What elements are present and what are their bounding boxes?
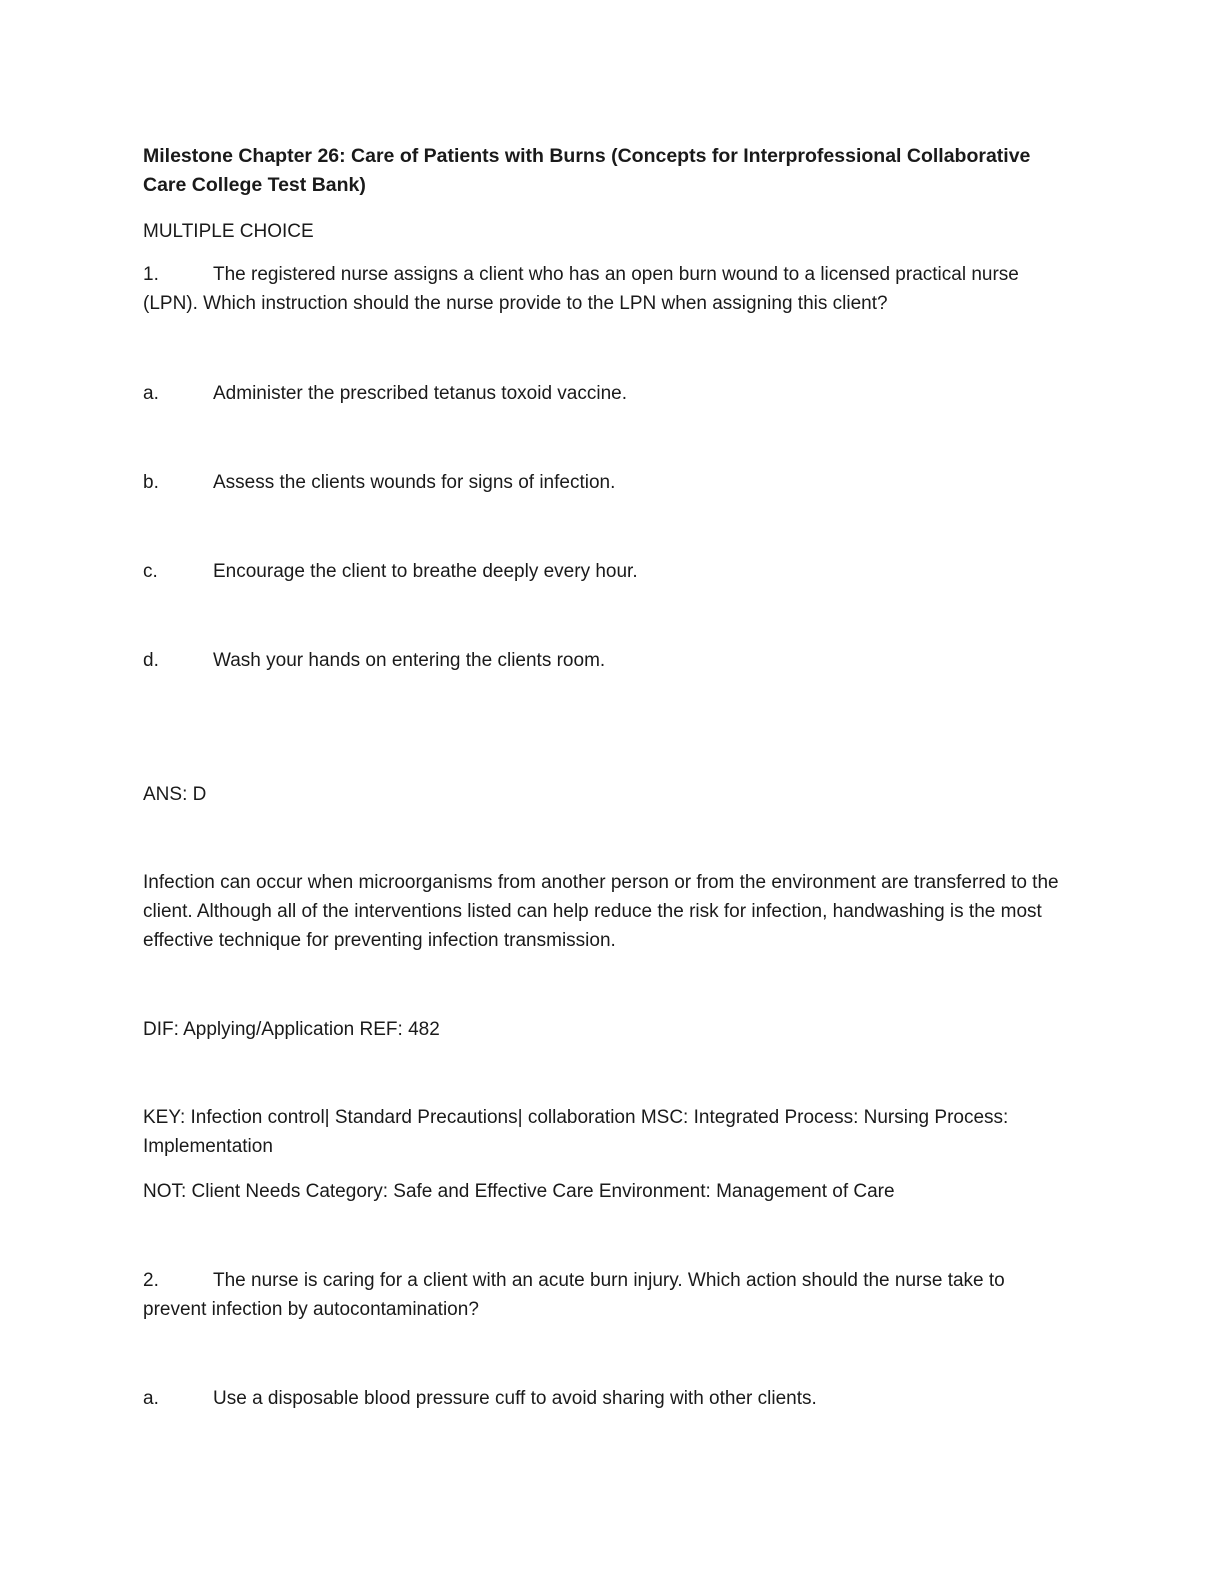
question-1-answer: ANS: D (143, 784, 207, 805)
question-1-option-b (143, 468, 1073, 497)
question-2-text: The nurse is caring for a client with an acute burn injury. Which action should the nurse take to prevent infection by autocontamination? (143, 1270, 1005, 1320)
question-1-key: KEY: Infection control| Standard Precautions| collaboration MSC: Integrated Process: Nursing Process: Implementation (143, 1107, 1009, 1157)
option-text: Administer the prescribed tetanus toxoid vaccine. (213, 383, 627, 404)
question-1-option-c (143, 557, 1073, 586)
section-heading: MULTIPLE CHOICE (143, 221, 314, 242)
option-text: Encourage the client to breathe deeply every hour. (213, 561, 638, 582)
option-letter: a. (143, 383, 159, 404)
question-1-option-a (143, 379, 1073, 408)
option-letter: d. (143, 650, 159, 671)
question-1-text: The registered nurse assigns a client who has an open burn wound to a licensed practical nurse (LPN). Which instruction should the nurse provide to the LPN when assigning this client? (143, 264, 1019, 314)
document-title: Milestone Chapter 26: Care of Patients with Burns (Concepts for Interprofessional Collaborative Care College Test Bank) (143, 145, 1031, 196)
option-letter: c. (143, 561, 158, 582)
question-2-number: 2. (143, 1270, 159, 1291)
option-letter: b. (143, 472, 159, 493)
option-text: Assess the clients wounds for signs of infection. (213, 472, 616, 493)
question-2-option-a (143, 1384, 1073, 1413)
option-letter: a. (143, 1388, 159, 1409)
question-1-number: 1. (143, 264, 159, 285)
question-1-not: NOT: Client Needs Category: Safe and Effective Care Environment: Management of Care (143, 1181, 895, 1202)
question-1-dif: DIF: Applying/Application REF: 482 (143, 1019, 440, 1040)
question-1-stem (143, 260, 1073, 318)
question-1-option-d (143, 646, 1073, 675)
option-text: Wash your hands on entering the clients room. (213, 650, 606, 671)
question-1-rationale: Infection can occur when microorganisms from another person or from the environment are transferred to the client. Although all of the interventions listed can help reduce the risk for infection, handwashing is the most effective technique for preventing infection transmission. (143, 872, 1059, 951)
option-text: Use a disposable blood pressure cuff to avoid sharing with other clients. (213, 1388, 817, 1409)
question-2-stem (143, 1266, 1073, 1324)
